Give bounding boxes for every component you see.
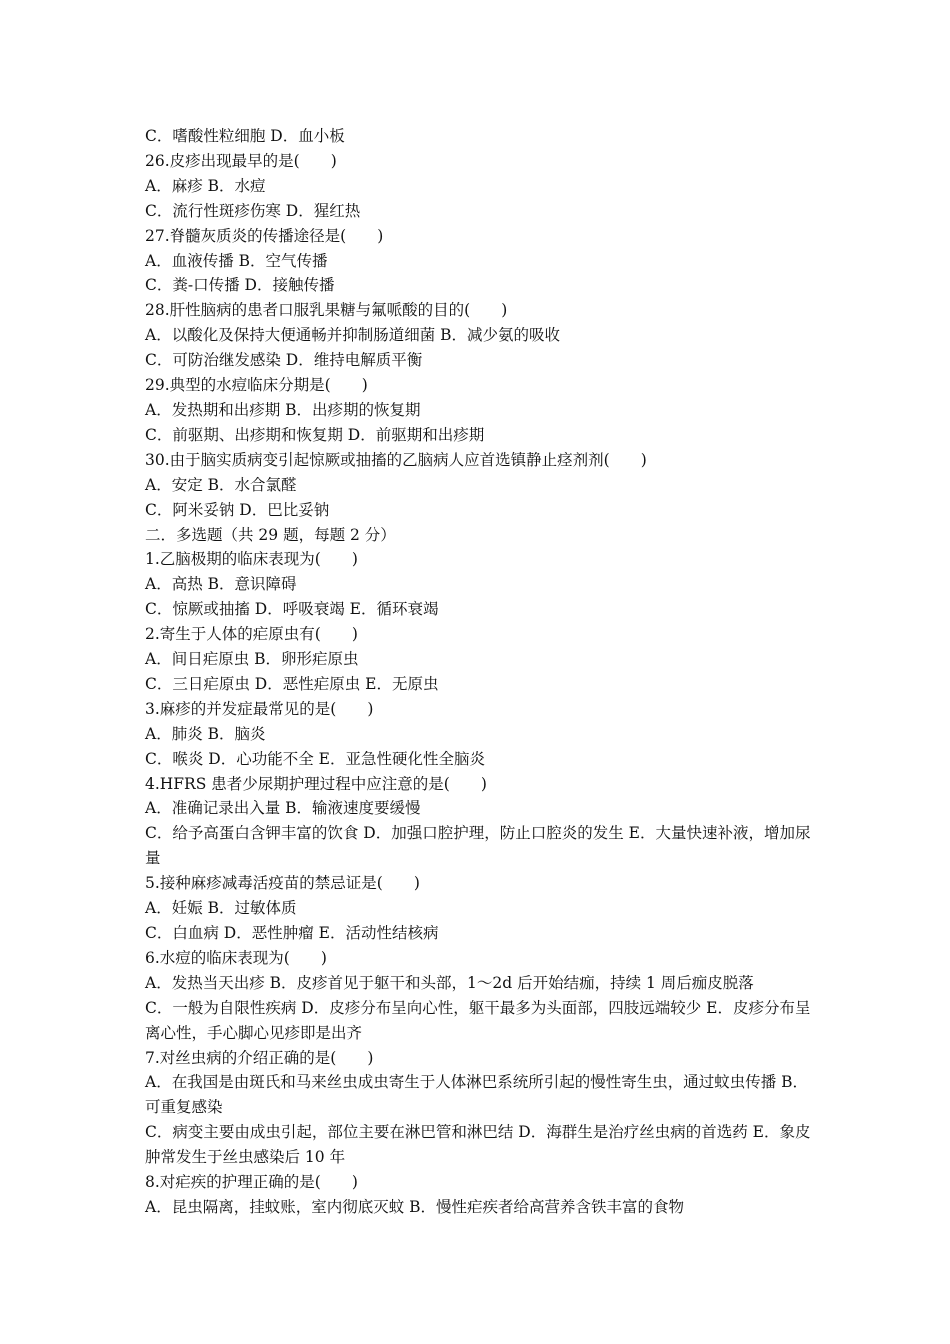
answer-options: A．昆虫隔离，挂蚊账，室内彻底灭蚊 B．慢性疟疾者给高营养含铁丰富的食物 [145,1197,685,1216]
question-stem: 2.寄生于人体的疟原虫有( ) [145,625,358,644]
answer-options: A．发热期和出疹期 B．出疹期的恢复期 [145,400,421,419]
answer-options: C．一般为自限性疾病 D．皮疹分布呈向心性，躯干最多为头面部，四肢远端较少 E．皮疹分布呈离心性，手心脚心见疹即是出齐 [145,998,811,1042]
answer-options: C．可防治继发感染 D．维持电解质平衡 [145,351,423,370]
question-stem: 7.对丝虫病的介绍正确的是( ) [145,1048,374,1067]
answer-options: C．喉炎 D．心功能不全 E．亚急性硬化性全脑炎 [145,749,485,768]
answer-options: C．前驱期、出疹期和恢复期 D．前驱期和出疹期 [145,425,485,444]
answer-options: C．流行性斑疹伤寒 D．猩红热 [145,201,361,220]
text-line: C．嗜酸性粒细胞 D．血小板 [145,127,345,145]
answer-options: A．血液传播 B．空气传播 [145,251,328,270]
question-stem: 6.水痘的临床表现为( ) [145,948,327,967]
question-stem: 26.皮疹出现最早的是( ) [145,151,337,170]
answer-options: C．病变主要由成虫引起，部位主要在淋巴管和淋巴结 D．海群生是治疗丝虫病的首选药 E．象皮肿常发生于丝虫感染后 10 年 [145,1123,811,1167]
answer-options: A．在我国是由斑氏和马来丝虫成虫寄生于人体淋巴系统所引起的慢性寄生虫，通过蚊虫传播 B．可重复感染 [145,1073,809,1117]
question-stem: 29.典型的水痘临床分期是( ) [145,376,368,395]
question-stem: 4.HFRS 患者少尿期护理过程中应注意的是( ) [145,774,487,793]
question-stem: 5.接种麻疹减毒活疫苗的禁忌证是( ) [145,874,420,893]
answer-options: A．安定 B．水合氯醛 [145,475,297,494]
answer-options: A．发热当天出疹 B．皮疹首见于躯干和头部，1～2d 后开始结痂，持续 1 周后痂皮脱落 [145,973,754,992]
answer-options: A．妊娠 B．过敏体质 [145,899,297,918]
answer-options: A．麻疹 B．水痘 [145,176,266,195]
question-stem: 1.乙脑极期的临床表现为( ) [145,550,358,569]
document-page [145,124,815,1220]
answer-options: A．以酸化及保持大便通畅并抑制肠道细菌 B．减少氨的吸收 [145,326,561,345]
answer-options: C．惊厥或抽搐 D．呼吸衰竭 E．循环衰竭 [145,600,439,619]
question-stem: 28.肝性脑病的患者口服乳果糖与氟哌酸的目的( ) [145,301,508,320]
question-stem: 3.麻疹的并发症最常见的是( ) [145,699,374,718]
answer-options: C．三日疟原虫 D．恶性疟原虫 E．无原虫 [145,674,439,693]
answer-options: A．间日疟原虫 B．卵形疟原虫 [145,650,359,669]
question-stem: 8.对疟疾的护理正确的是( ) [145,1173,358,1192]
answer-options: A．肺炎 B．脑炎 [145,724,266,743]
answer-options: C．粪-口传播 D．接触传播 [145,276,335,295]
question-stem: 30.由于脑实质病变引起惊厥或抽搐的乙脑病人应首选镇静止痉剂剂( ) [145,450,647,469]
question-stem: 27.脊髓灰质炎的传播途径是( ) [145,226,384,245]
answer-options: C．白血病 D．恶性肿瘤 E．活动性结核病 [145,924,439,942]
section-heading: 二．多选题（共 29 题，每题 2 分） [145,525,396,544]
answer-options: C．阿米妥钠 D．巴比妥钠 [145,500,330,519]
answer-options: C．给予高蛋白含钾丰富的饮食 D．加强口腔护理，防止口腔炎的发生 E．大量快速补液，增加尿量 [145,824,811,868]
answer-options: A．高热 B．意识障碍 [145,575,297,594]
answer-options: A．准确记录出入量 B．输液速度要缓慢 [145,799,421,818]
